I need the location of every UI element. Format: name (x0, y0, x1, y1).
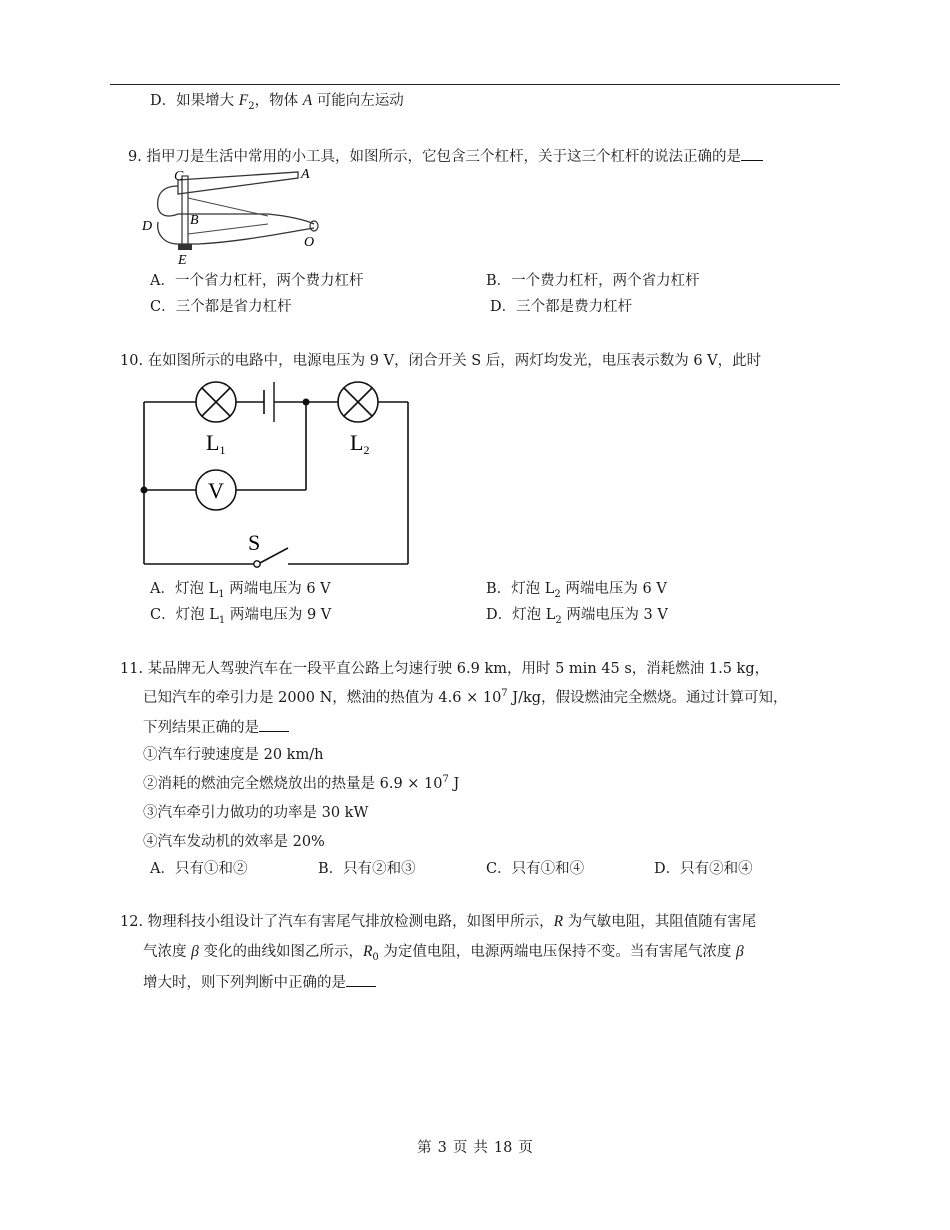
statement-text: ④汽车发动机的效率是 20% (143, 834, 325, 850)
subscript: 1 (218, 614, 226, 626)
question-stem: 变化的曲线如图乙所示， (198, 944, 363, 960)
question-stem: 增大时，则下列判断中正确的是 (143, 975, 346, 991)
label-e: E (178, 253, 187, 268)
option-text: 灯泡 L (175, 607, 219, 623)
q12-line2 (143, 943, 744, 961)
option-letter: A． (150, 581, 175, 597)
statement-text: ②消耗的燃油完全燃烧放出的热量是 6.9 × 10 (143, 776, 443, 792)
q11-statement-2 (143, 775, 459, 793)
clipper-inner-arm (188, 198, 268, 234)
statement-text: ①汽车行驶速度是 20 km/h (143, 747, 324, 763)
question-number: 12. (120, 914, 144, 930)
answer-blank (346, 972, 376, 987)
option-letter: B． (486, 273, 512, 289)
option-text: 只有①和④ (511, 861, 585, 877)
lamp-l2-letter: L (350, 430, 364, 455)
q10-option-d (486, 606, 668, 624)
option-letter: C． (486, 861, 512, 877)
q11-option-c (486, 860, 584, 878)
switch-blade (258, 548, 288, 564)
statement-text: J (448, 776, 460, 792)
lamp-l1-sub: 1 (219, 443, 226, 457)
option-letter: D． (490, 299, 517, 315)
clipper-pin (182, 176, 188, 246)
q9-option-b (486, 272, 700, 290)
q12-line1 (120, 913, 756, 931)
question-stem: 下列结果正确的是 (143, 720, 259, 736)
option-text: 灯泡 L (511, 581, 555, 597)
label-b: B (190, 213, 199, 228)
q12-line3 (143, 972, 376, 992)
option-letter: D． (486, 607, 513, 623)
symbol-r0: R (362, 943, 373, 960)
lamp-l2-sub: 2 (363, 443, 370, 457)
subscript: 2 (555, 614, 562, 626)
answer-blank (259, 717, 289, 732)
q10-option-c (150, 606, 331, 624)
q11-statement-1 (143, 746, 323, 764)
option-letter: C． (150, 607, 176, 623)
option-text: 两端电压为 6 V (224, 581, 331, 597)
option-letter: C． (150, 299, 176, 315)
symbol-beta: β (191, 943, 199, 960)
clipper-upper-jaw (158, 186, 314, 224)
answer-blank (741, 146, 763, 161)
question-stem: 为气敏电阻，其阻值随有害尾 (563, 914, 757, 930)
question-stem: 已知汽车的牵引力是 2000 N，燃油的热值为 4.6 × 10 (143, 690, 502, 706)
q11-option-d (654, 860, 753, 878)
q11-option-b (318, 860, 416, 878)
superscript: 7 (501, 688, 508, 700)
switch-pivot (254, 561, 260, 567)
prev-option-d (150, 92, 404, 110)
footer-text: 页 (518, 1140, 533, 1156)
question-stem: 在如图所示的电路中，电源电压为 9 V，闭合开关 S 后，两灯均发光，电压表示数为 6 V，此时 (147, 353, 762, 369)
superscript: 7 (442, 774, 449, 786)
option-letter: A． (150, 273, 175, 289)
label-o: O (304, 235, 315, 250)
q10-option-b (486, 580, 667, 598)
lamp-l2-label (350, 430, 369, 457)
option-text: 只有①和② (174, 861, 248, 877)
q11-line3 (143, 717, 289, 737)
subscript: 0 (372, 951, 379, 963)
symbol-r: R (553, 913, 564, 930)
symbol-f: F (238, 92, 249, 109)
option-text: 两端电压为 6 V (560, 581, 667, 597)
footer-text: 第 (417, 1140, 432, 1156)
option-text: 两端电压为 9 V (225, 607, 332, 623)
option-letter: B． (486, 581, 512, 597)
option-letter: B． (318, 861, 344, 877)
q10-stem (120, 352, 840, 370)
option-text: 只有②和③ (343, 861, 416, 877)
footer-text: 页 (452, 1140, 468, 1156)
question-stem: 为定值电阻，电源两端电压保持不变。当有害尾气浓度 (378, 944, 737, 960)
label-d: D (142, 219, 153, 234)
question-number: 10. (120, 353, 144, 369)
lamp-l1-letter: L (206, 430, 220, 455)
option-text: 只有②和④ (680, 861, 753, 877)
statement-text: ③汽车牵引力做功的功率是 30 kW (143, 805, 369, 821)
header-rule (110, 84, 840, 85)
option-text: 灯泡 L (512, 607, 556, 623)
question-stem: 气浓度 (143, 944, 192, 960)
footer-text: 共 (473, 1140, 488, 1156)
option-text: ，物体 (254, 93, 303, 109)
option-letter: A． (150, 861, 175, 877)
switch-label: S (248, 530, 261, 555)
junction-left (141, 487, 148, 494)
q11-statement-4 (143, 833, 325, 851)
symbol-beta: β (736, 943, 744, 960)
option-text: 两端电压为 3 V (561, 607, 668, 623)
total-pages: 18 (493, 1140, 513, 1156)
symbol-a: A (302, 92, 313, 109)
q10-option-a (150, 580, 331, 598)
junction-top (303, 399, 310, 406)
q9-option-d (490, 298, 632, 316)
nail-clipper-figure (138, 164, 328, 270)
question-stem: J/kg，假设燃油完全燃烧。通过计算可知， (507, 690, 788, 706)
option-text: 如果增大 (176, 93, 239, 109)
option-letter: D． (150, 93, 177, 109)
q11-statement-3 (143, 804, 368, 822)
clipper-pivot-o (310, 221, 318, 231)
option-text: 三个都是省力杠杆 (175, 299, 292, 315)
question-stem: 某品牌无人驾驶汽车在一段平直公路上匀速行驶 6.9 km，用时 5 min 45 s，消耗燃油 1.5 kg， (147, 661, 770, 677)
q9-option-a (150, 272, 363, 290)
subscript: 2 (248, 100, 255, 112)
clipper-top-lever (178, 172, 298, 194)
label-a: A (301, 167, 310, 182)
q11-option-a (150, 860, 247, 878)
lamp-l1-label (206, 430, 225, 457)
q9-option-c (150, 298, 292, 316)
clipper-lower-jaw (158, 222, 314, 244)
page-number: 3 (437, 1140, 447, 1156)
q11-line1 (120, 660, 769, 678)
option-text: 灯泡 L (174, 581, 219, 597)
subscript: 2 (554, 588, 561, 600)
circuit-figure (138, 378, 418, 574)
question-stem: 物理科技小组设计了汽车有害尾气排放检测电路，如图甲所示， (147, 914, 554, 930)
q9-stem (128, 146, 763, 166)
subscript: 1 (218, 588, 225, 600)
question-number: 9. (128, 149, 142, 165)
option-text: 一个省力杠杆，两个费力杠杆 (174, 273, 364, 289)
clipper-blade-e (178, 244, 192, 250)
question-number: 11. (120, 661, 144, 677)
voltmeter-label: V (208, 478, 224, 503)
label-c: C (174, 169, 184, 184)
q11-line2 (143, 689, 788, 707)
page-footer (0, 1136, 950, 1157)
option-letter: D． (654, 861, 681, 877)
option-text: 一个费力杠杆，两个省力杠杆 (511, 273, 700, 289)
option-text: 可能向左运动 (312, 93, 404, 109)
option-text: 三个都是费力杠杆 (516, 299, 633, 315)
question-stem: 指甲刀是生活中常用的小工具，如图所示，它包含三个杠杆，关于这三个杠杆的说法正确的是 (146, 149, 741, 165)
